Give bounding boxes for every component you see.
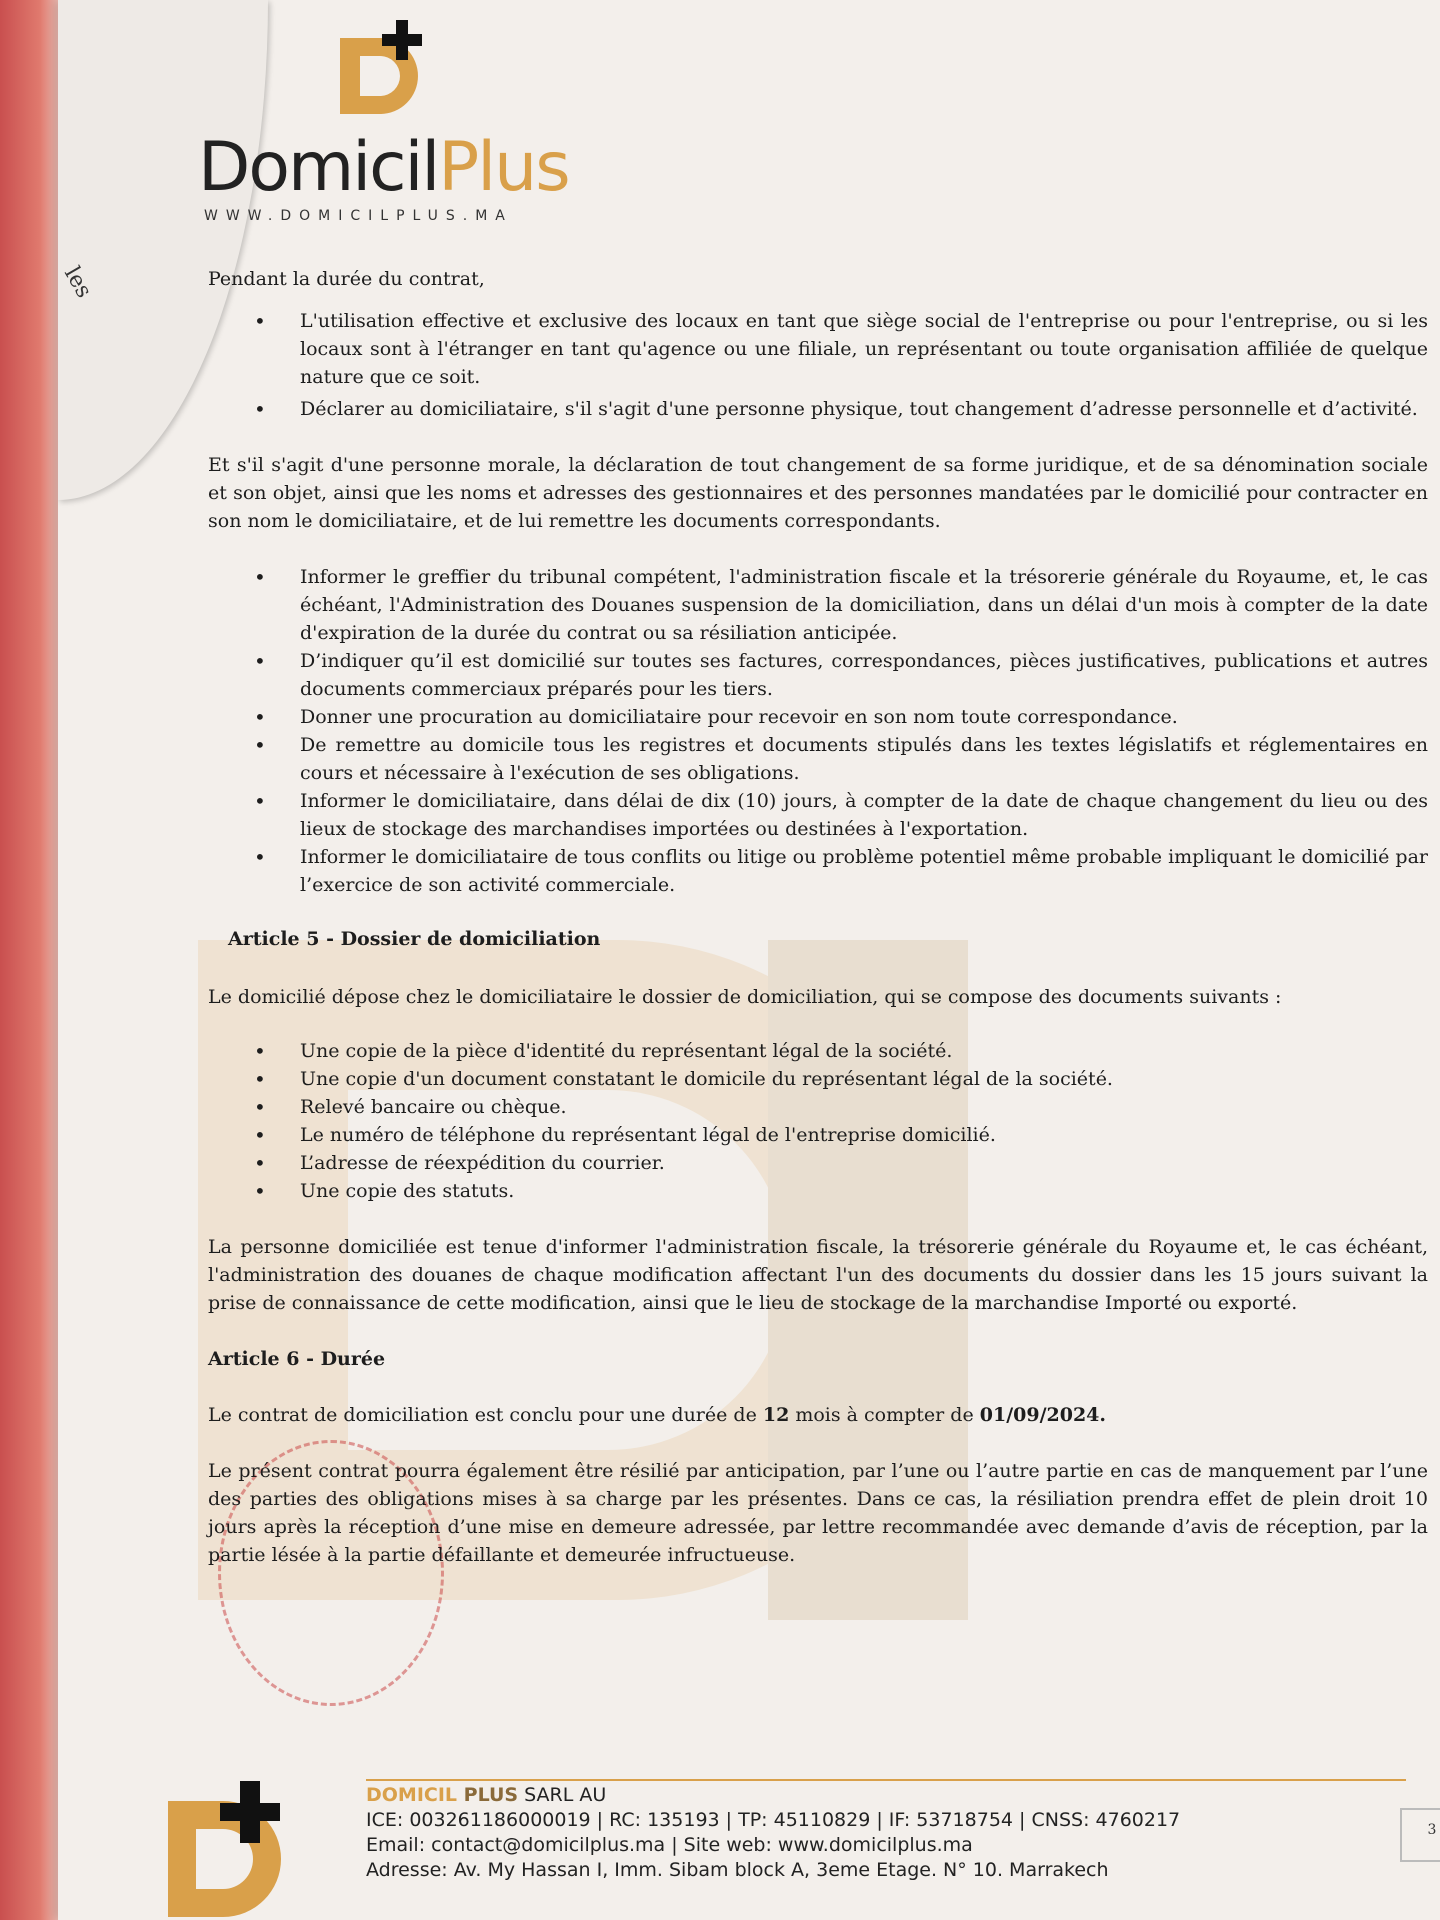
company-name (366, 1783, 1180, 1808)
underpage-text: les (59, 262, 97, 303)
list-item: • Le numéro de téléphone du représentant légal de l'entreprise domicilié. (208, 1121, 1428, 1149)
article-6-resiliation: Le présent contrat pourra également être résilié par anticipation, par l’une ou l’autre partie en cas de manquement par l’une des parties des obligations mises à sa charge par les présentes. Dans ce cas, la résiliation prendra effet de plein droit 10 jours après la réception d’une mise en demeure adressée, par lettre recommandée avec demande d’avis de réception, par la partie lésée à la partie défaillante et demeurée infructueuse. (208, 1460, 1428, 1566)
intro-text: Pendant la durée du contrat, (208, 268, 485, 290)
domicilplus-logo-icon (340, 18, 440, 118)
duration-middle: mois à compter de (789, 1404, 980, 1426)
article-5-closing: La personne domiciliée est tenue d'informer l'administration fiscale, la trésorerie générale du Royaume et, le cas échéant, l'administration des douanes de chaque modification affectant l'un des documents du dossier dans les 15 jours suivant la prise de connaissance de cette modification, ainsi que le lieu de stockage de la marchandise Importé ou exporté. (208, 1236, 1428, 1314)
list-item: • Donner une procuration au domiciliataire pour recevoir en son nom toute correspondance. (208, 703, 1428, 731)
brand-name-left: Domicil (198, 128, 439, 207)
footer-logo-icon (168, 1781, 303, 1920)
footer (168, 1765, 1437, 1915)
article-5-intro: Le domicilié dépose chez le domiciliataire le dossier de domiciliation, qui se compose des documents suivants : (208, 986, 1282, 1008)
list-item: • Informer le domiciliataire de tous conflits ou litige ou problème potentiel même probable impliquant le domicilié par l’exercice de son activité commerciale. (208, 843, 1428, 899)
list-item: • Relevé bancaire ou chèque. (208, 1093, 1428, 1121)
duration-date: 01/09/2024. (979, 1404, 1107, 1426)
paragraph-personne-morale: Et s'il s'agit d'une personne morale, la déclaration de tout changement de sa forme juridique, et de sa dénomination sociale et son objet, ainsi que les noms et adresses des gestionnaires et des personnes mandatées par le domicilié pour contracter en son nom le domiciliataire, et de lui remettre les documents correspondants. (208, 454, 1428, 532)
list-item: • L'utilisation effective et exclusive des locaux en tant que siège social de l'entreprise ou pour l'entreprise, ou si les locaux sont à l'étranger en tant qu'agence ou une filiale, un représentant ou toute organisation affiliée de quelque nature que ce soit. (208, 307, 1428, 391)
list-item: • L’adresse de réexpédition du courrier. (208, 1149, 1428, 1177)
company-ids: ICE: 003261186000019 | RC: 135193 | TP: 45110829 | IF: 53718754 | CNSS: 4760217 (366, 1809, 1181, 1831)
duration-months: 12 (762, 1404, 790, 1426)
company-address: Adresse: Av. My Hassan I, Imm. Sibam block A, 3eme Etage. N° 10. Marrakech (366, 1859, 1109, 1881)
article-6-title: Article 6 - Durée (208, 1348, 386, 1370)
article-5-title: Article 5 - Dossier de domiciliation (228, 928, 601, 950)
company-name-plus: PLUS (463, 1784, 519, 1806)
footer-divider (366, 1779, 1406, 1781)
list-item: • Déclarer au domiciliataire, s'il s'agit d'une personne physique, tout changement d’adresse personnelle et d’activité. (208, 395, 1428, 423)
brand-name-right: Plus (438, 128, 569, 207)
list-item: • Informer le domiciliataire, dans délai de dix (10) jours, à compter de la date de chaque changement du lieu ou des lieux de stockage des marchandises importées ou destinées à l'exportation. (208, 787, 1428, 843)
list-item: • Une copie d'un document constatant le domicile du représentant légal de la société. (208, 1065, 1428, 1093)
list-item: • Une copie des statuts. (208, 1177, 1428, 1205)
brand-name (198, 128, 569, 207)
brand-url: WWW.DOMICILPLUS.MA (204, 208, 513, 224)
document-body (208, 265, 1428, 1569)
footer-info (366, 1783, 1180, 1883)
list-item: • Une copie de la pièce d'identité du représentant légal de la société. (208, 1037, 1428, 1065)
list-item: • D’indiquer qu’il est domicilié sur toutes ses factures, correspondances, pièces justificatives, publications et autres documents commerciaux préparés pour les tiers. (208, 647, 1428, 703)
duration-prefix: Le contrat de domiciliation est conclu pour une durée de (208, 1404, 763, 1426)
list-item: • De remettre au domicile tous les registres et documents stipulés dans les textes législatifs et réglementaires en cours et nécessaire à l'exécution de ses obligations. (208, 731, 1428, 787)
company-contact: Email: contact@domicilplus.ma | Site web: www.domicilplus.ma (366, 1834, 973, 1856)
company-name-domicil: DOMICIL (366, 1784, 464, 1806)
article-6-duration (208, 1401, 1428, 1429)
documents-list (208, 1037, 1428, 1205)
obligations-list-2 (208, 563, 1428, 899)
page-number: 3 (1400, 1808, 1440, 1862)
company-form: SARL AU (518, 1784, 607, 1806)
list-item: • Informer le greffier du tribunal compétent, l'administration fiscale et la trésorerie générale du Royaume, et, le cas échéant, l'Administration des Douanes suspension de la domiciliation, dans un délai d'un mois à compter de la date d'expiration de la durée du contrat ou sa résiliation anticipée. (208, 563, 1428, 647)
document-page (58, 0, 1440, 1920)
obligations-list-1 (208, 307, 1428, 423)
